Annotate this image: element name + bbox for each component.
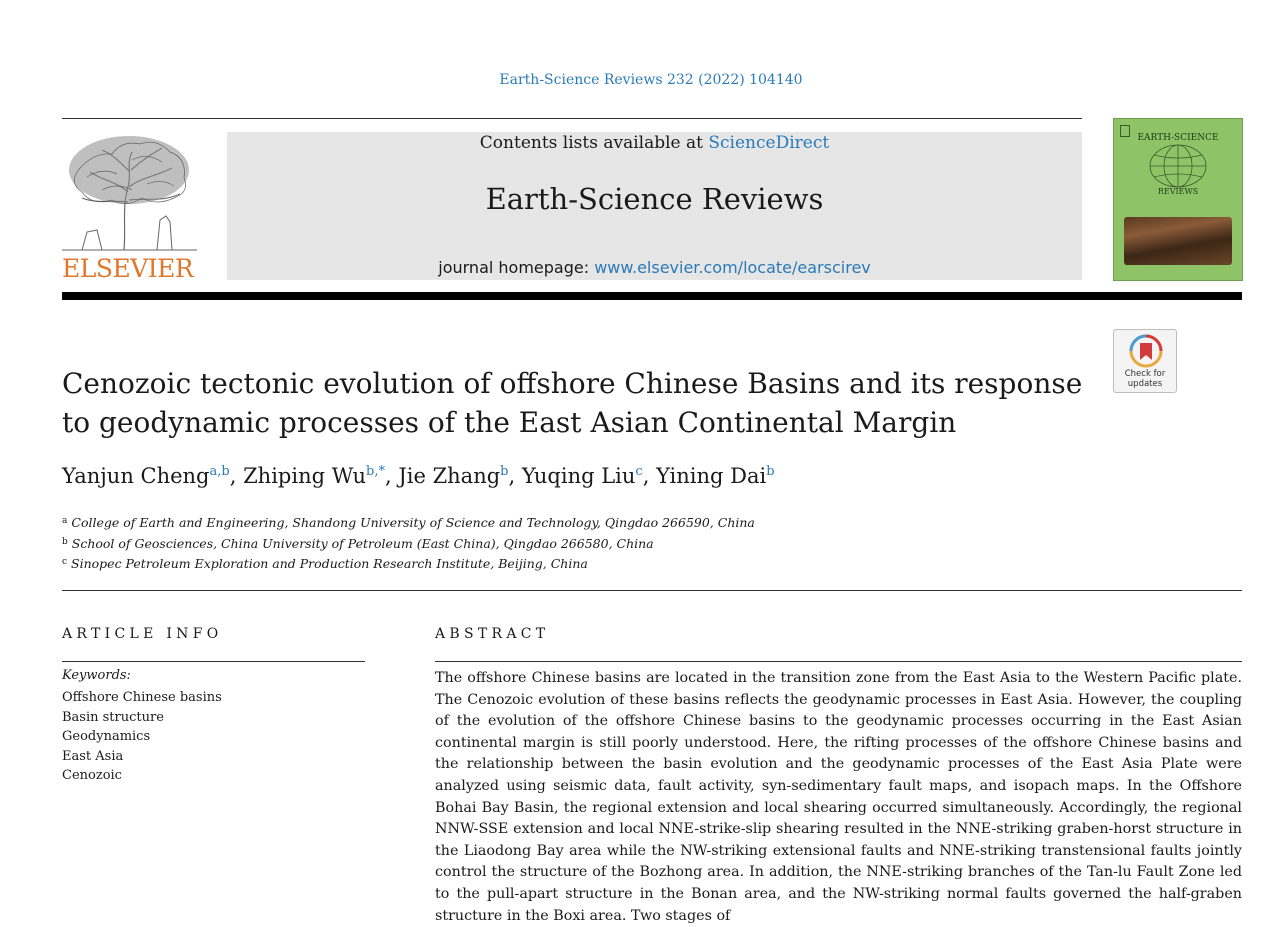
cover-subtitle: REVIEWS bbox=[1157, 187, 1199, 196]
check-updates-line1: Check for bbox=[1124, 369, 1166, 379]
elsevier-logo[interactable] bbox=[62, 132, 197, 282]
section-divider bbox=[62, 590, 1242, 591]
author-affiliation-mark[interactable]: c bbox=[635, 464, 643, 479]
author-separator: , bbox=[642, 464, 657, 488]
author-affiliation-mark[interactable]: b bbox=[500, 464, 509, 479]
check-updates-icon bbox=[1128, 334, 1164, 368]
keyword-item: Offshore Chinese basins bbox=[62, 690, 222, 705]
cover-title: EARTH-SCIENCE bbox=[1137, 133, 1219, 143]
author-name[interactable]: Jie Zhang bbox=[398, 464, 501, 488]
check-updates-label bbox=[1114, 369, 1176, 389]
author-name[interactable]: Yining Dai bbox=[656, 464, 767, 488]
abstract-rule bbox=[435, 661, 1242, 662]
elsevier-wordmark: ELSEVIER bbox=[62, 254, 194, 283]
affiliation-item bbox=[62, 553, 755, 574]
author-name[interactable]: Yanjun Cheng bbox=[62, 464, 210, 488]
keyword-item: Geodynamics bbox=[62, 729, 151, 744]
journal-citation[interactable]: Earth-Science Reviews 232 (2022) 104140 bbox=[499, 72, 803, 88]
author-affiliation-mark[interactable]: a,b bbox=[209, 464, 230, 479]
author-affiliation-mark[interactable]: b,* bbox=[366, 464, 385, 479]
homepage-prefix: journal homepage: bbox=[438, 258, 595, 277]
affiliation-text: School of Geosciences, China University of Petroleum (East China), Qingdao 266580, China bbox=[71, 535, 654, 551]
contents-prefix: Contents lists available at bbox=[479, 133, 709, 153]
sciencedirect-link[interactable]: ScienceDirect bbox=[708, 133, 830, 153]
affiliation-mark: c bbox=[62, 557, 68, 567]
header-thick-rule bbox=[62, 292, 1242, 300]
author-separator: , bbox=[229, 464, 244, 488]
article-info-rule bbox=[62, 661, 365, 662]
keyword-item: Cenozoic bbox=[62, 768, 122, 783]
journal-cover-image[interactable] bbox=[1113, 118, 1243, 281]
header-top-rule bbox=[62, 118, 1082, 119]
affiliation-mark: b bbox=[62, 536, 68, 547]
journal-homepage-link[interactable]: www.elsevier.com/locate/earscirev bbox=[594, 258, 871, 277]
globe-icon bbox=[1148, 143, 1208, 189]
affiliation-text: College of Earth and Engineering, Shandong University of Science and Technology, Qingdao 266590, China bbox=[71, 515, 755, 530]
abstract-text: The offshore Chinese basins are located in the transition zone from the East Asia to the Western Pacific plate. The Cenozoic evolution of these basins reflects the geodynamic processes in East Asia. However, the coupling of the evolution of the offshore Chinese basins to the geodynamic processes occurring in the East Asian continental margin is still poorly understood. Here, the rifting processes of the offshore Chinese basins and the relationship between the basin evolution and the geodynamic processes of the East Asia Plate were analyzed using seismic data, fault activity, syn-sedimentary fault maps, and isopach maps. In the Offshore Bohai Bay Basin, the regional extension and local shearing occurred simultaneously. Accordingly, the regional NNW-SSE extension and local NNE-strike-slip shearing resulted in the NNE-striking graben-horst structure in the Liaodong Bay area while the NW-striking extensional faults and NNE-striking transtensional faults jointly control the structure of the Bozhong area. In addition, the NNE-striking branches of the Tan-lu Fault Zone led to the pull-apart structure in the Bonan area, and the NW-striking normal faults governed the half-graben structure in the Boxi area. Two stages of bbox=[435, 670, 1242, 924]
article-info-heading: ARTICLE INFO bbox=[62, 626, 223, 642]
article-title: Cenozoic tectonic evolution of offshore Chinese Basins and its response to geodynamic processes of the East Asian Continental Margin bbox=[62, 367, 1083, 439]
keyword-item: Basin structure bbox=[62, 709, 164, 725]
elsevier-tree-icon bbox=[62, 132, 197, 252]
journal-masthead bbox=[227, 132, 1082, 280]
affiliation-list bbox=[62, 512, 755, 574]
keyword-item: East Asia bbox=[62, 748, 124, 764]
contents-line bbox=[227, 133, 1082, 153]
keywords-list bbox=[62, 688, 222, 786]
affiliation-item bbox=[62, 512, 755, 533]
author-separator: , bbox=[508, 464, 522, 488]
author-name[interactable]: Yuqing Liu bbox=[521, 464, 636, 488]
author-list bbox=[62, 464, 775, 488]
homepage-line bbox=[227, 258, 1082, 277]
abstract-heading: ABSTRACT bbox=[435, 626, 550, 642]
cover-rock-photo bbox=[1124, 217, 1232, 265]
journal-name[interactable]: Earth-Science Reviews bbox=[485, 182, 824, 216]
author-affiliation-mark[interactable]: b bbox=[766, 464, 775, 479]
affiliation-mark: a bbox=[62, 516, 68, 526]
author-separator: , bbox=[384, 464, 399, 488]
affiliation-text: Sinopec Petroleum Exploration and Production Research Institute, Beijing, China bbox=[71, 556, 588, 571]
affiliation-item bbox=[62, 533, 755, 554]
check-updates-line2: updates bbox=[1127, 379, 1163, 389]
author-name[interactable]: Zhiping Wu bbox=[243, 464, 366, 488]
keywords-label: Keywords: bbox=[62, 668, 131, 683]
check-for-updates-badge[interactable] bbox=[1113, 329, 1177, 393]
